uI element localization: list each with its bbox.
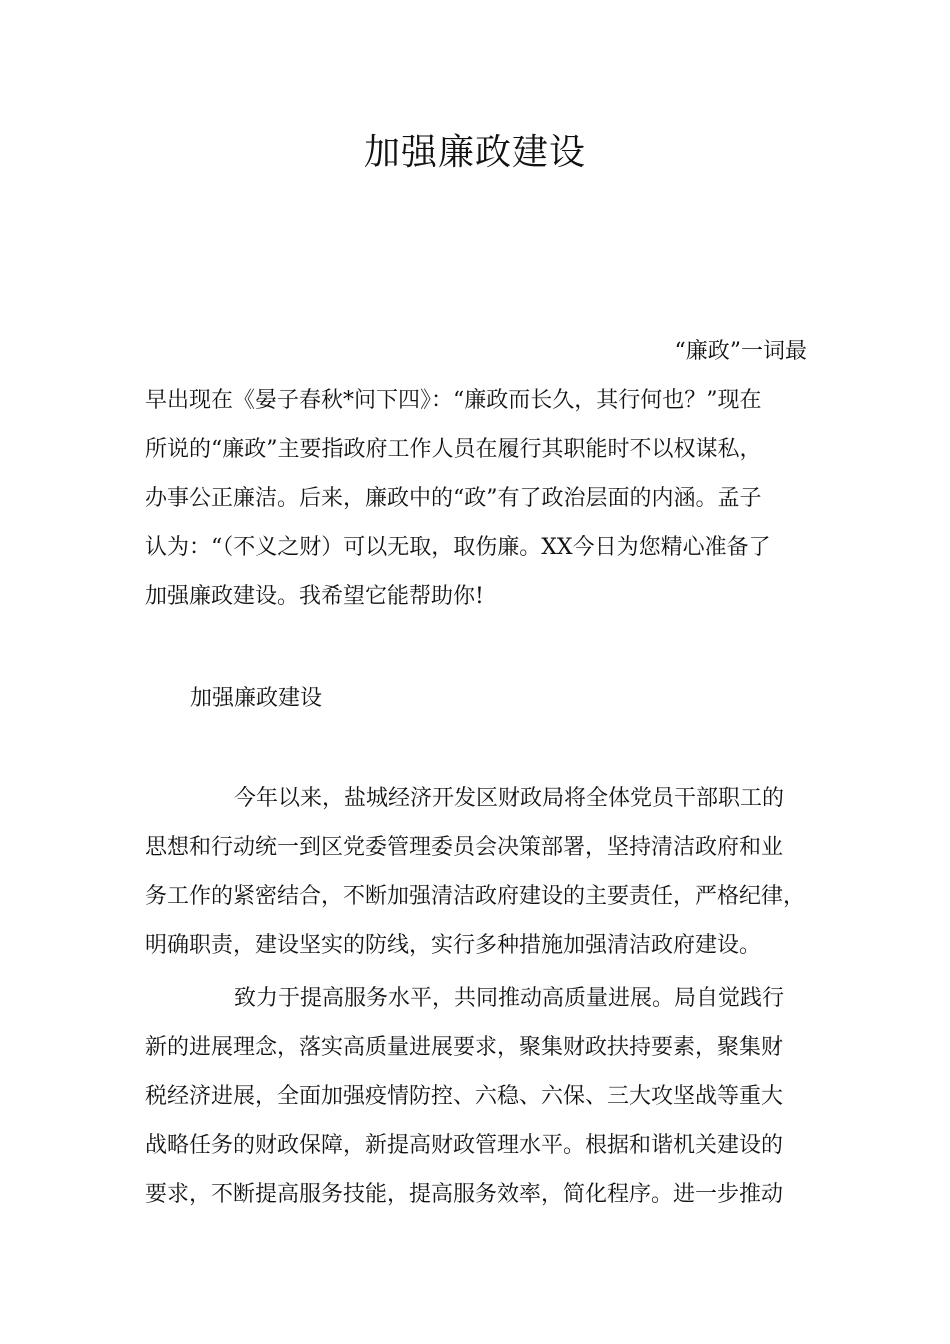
page-title: 加强廉政建设: [363, 132, 586, 173]
text-line: 致力于提高服务水平，共同推动高质量进展。局自觉践行: [234, 986, 785, 1011]
text-line: 早出现在《晏子春秋*问下四》：“廉政而长久，其行何也？”现在: [145, 388, 762, 413]
text-line: 明确职责，建设坚实的防线，实行多种措施加强清洁政府建设。: [145, 933, 762, 958]
text-line: 今年以来，盐城经济开发区财政局将全体党员干部职工的: [234, 786, 785, 811]
body-paragraph-1: [145, 774, 817, 970]
text-line: 认为：“（不义之财）可以无取，取伤廉。XX今日为您精心准备了: [145, 535, 771, 560]
text-line: 要求，不断提高服务技能，提高服务效率，简化程序。进一步推动: [145, 1182, 784, 1207]
text-line: 务工作的紧密结合，不断加强清洁政府建设的主要责任，严格纪律，: [145, 884, 806, 909]
text-line: 办事公正廉洁。后来，廉政中的“政”有了政治层面的内涵。孟子: [145, 486, 762, 511]
text-line: “廉政”一词最: [674, 339, 807, 364]
intro-paragraph: [145, 327, 817, 621]
text-line: 思想和行动统一到区党委管理委员会决策部署，坚持清洁政府和业: [145, 835, 784, 860]
text-line: 所说的“廉政”主要指政府工作人员在履行其职能时不以权谋私，: [145, 437, 762, 462]
text-line: 加强廉政建设。我希望它能帮助你!: [145, 584, 484, 609]
section-subtitle: 加强廉政建设: [190, 686, 323, 711]
text-line: 战略任务的财政保障，新提高财政管理水平。根据和谐机关建设的: [145, 1133, 784, 1158]
body-paragraph-2: [145, 974, 817, 1219]
text-line: 税经济进展，全面加强疫情防控、六稳、六保、三大攻坚战等重大: [145, 1084, 784, 1109]
text-line: 新的进展理念，落实高质量进展要求，聚集财政扶持要素，聚集财: [145, 1035, 784, 1060]
